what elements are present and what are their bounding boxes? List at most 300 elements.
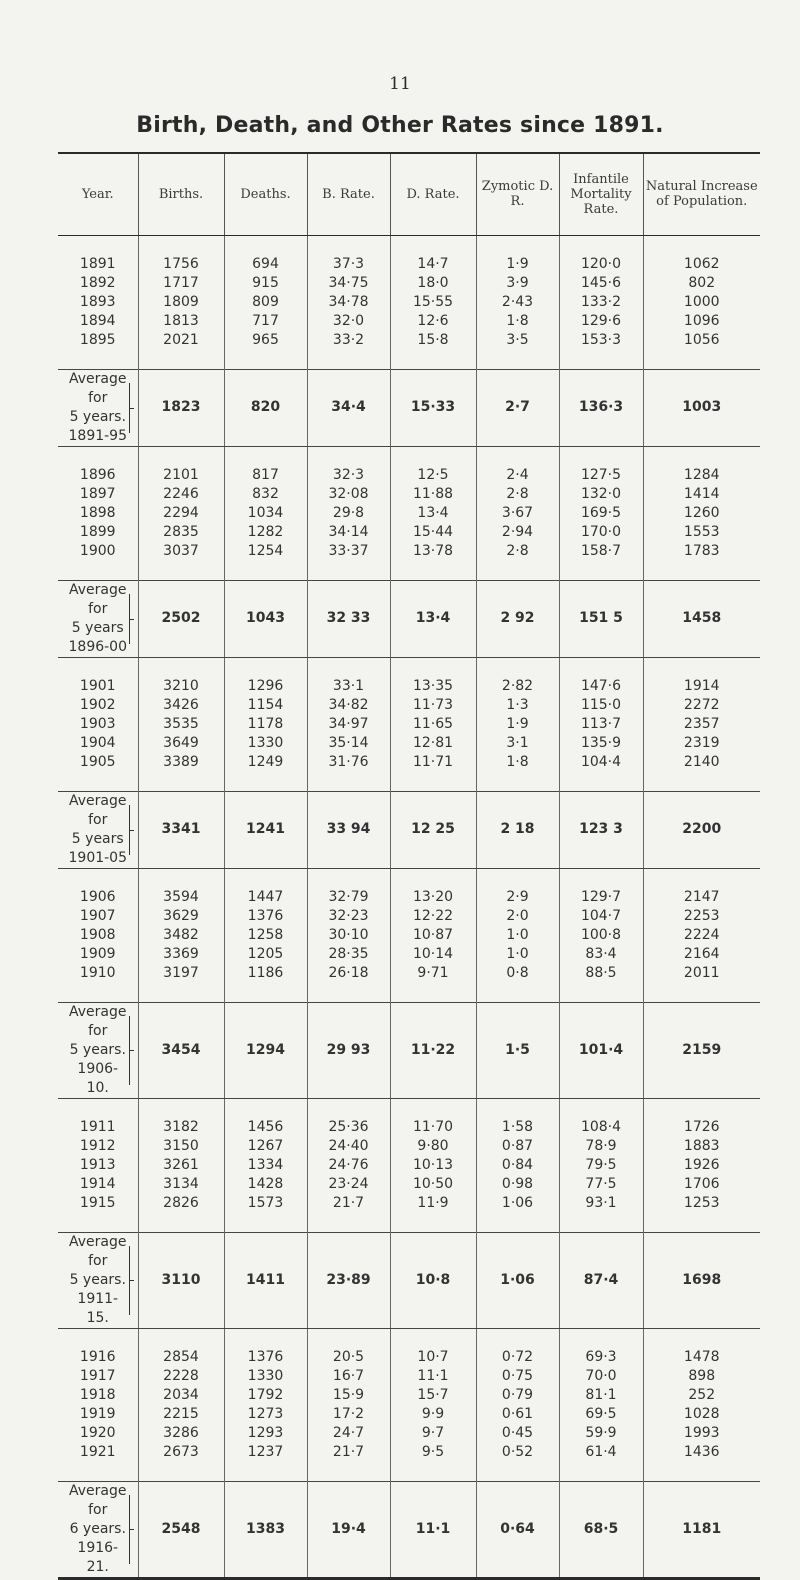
brace-icon [123, 594, 130, 644]
average-death-rate: 10·8 [390, 1232, 476, 1328]
cell-birth-rate: 16·7 [307, 1367, 390, 1386]
spacer-cell [224, 1462, 307, 1482]
average-deaths: 1411 [224, 1232, 307, 1328]
table-row [58, 1156, 760, 1175]
spacer-row [58, 983, 760, 1003]
spacer-cell [307, 868, 390, 888]
spacer-row [58, 446, 760, 466]
spacer-cell [390, 561, 476, 581]
cell-births: 2246 [138, 485, 224, 504]
cell-deaths: 1330 [224, 1367, 307, 1386]
average-label-line: for [88, 1022, 108, 1039]
header-natural-increase: Natural Increase of Population. [643, 153, 760, 235]
cell-birth-rate: 17·2 [307, 1405, 390, 1424]
cell-natural-increase: 1914 [643, 677, 760, 696]
cell-births: 3150 [138, 1137, 224, 1156]
cell-infantile-rate: 132·0 [559, 485, 643, 504]
spacer-cell [138, 1328, 224, 1348]
cell-infantile-rate: 113·7 [559, 715, 643, 734]
cell-zymotic-rate: 0·79 [476, 1386, 559, 1405]
cell-year: 1905 [79, 753, 116, 770]
cell-year: 1918 [79, 1386, 116, 1403]
table-row [58, 734, 760, 753]
spacer-cell [390, 983, 476, 1003]
cell-infantile-rate: 93·1 [559, 1194, 643, 1213]
cell-birth-rate: 34·14 [307, 523, 390, 542]
average-death-rate: 11·1 [390, 1481, 476, 1578]
spacer-cell [559, 983, 643, 1003]
table-row [58, 1175, 760, 1194]
table-row [58, 255, 760, 274]
brace-icon [123, 1246, 130, 1315]
cell-zymotic-rate: 1·8 [476, 312, 559, 331]
cell-zymotic-rate: 0·75 [476, 1367, 559, 1386]
cell-natural-increase: 1414 [643, 485, 760, 504]
average-label [58, 369, 138, 446]
table-row [58, 1194, 760, 1213]
cell-death-rate: 14·7 [390, 255, 476, 274]
average-label [58, 1481, 138, 1578]
spacer-cell [390, 235, 476, 255]
cell-year: 1909 [79, 945, 116, 962]
spacer-cell [58, 350, 138, 370]
header-zymotic-death-rate: Zymotic D. R. [476, 153, 559, 235]
average-births: 2548 [138, 1481, 224, 1578]
table-row [58, 274, 760, 293]
average-infantile-rate: 151 5 [559, 580, 643, 657]
cell-birth-rate: 34·97 [307, 715, 390, 734]
cell-zymotic-rate: 1·0 [476, 945, 559, 964]
spacer-cell [224, 772, 307, 792]
cell-natural-increase: 1926 [643, 1156, 760, 1175]
average-label-text [67, 1233, 129, 1328]
average-row [58, 1481, 760, 1578]
cell-natural-increase: 1028 [643, 1405, 760, 1424]
cell-birth-rate: 32·23 [307, 907, 390, 926]
spacer-cell [476, 561, 559, 581]
cell-birth-rate: 32·3 [307, 466, 390, 485]
spacer-cell [643, 1328, 760, 1348]
header-year: Year. [58, 153, 138, 235]
average-zymotic-rate: 1·06 [476, 1232, 559, 1328]
cell-infantile-rate: 69·5 [559, 1405, 643, 1424]
cell-births: 2228 [138, 1367, 224, 1386]
spacer-cell [138, 561, 224, 581]
cell-death-rate: 13·35 [390, 677, 476, 696]
spacer-row [58, 1098, 760, 1118]
cell-death-rate: 10·14 [390, 945, 476, 964]
table-row [58, 1137, 760, 1156]
cell-natural-increase: 252 [643, 1386, 760, 1405]
average-birth-rate: 23·89 [307, 1232, 390, 1328]
cell-infantile-rate: 78·9 [559, 1137, 643, 1156]
cell-natural-increase: 1783 [643, 542, 760, 561]
spacer-cell [307, 772, 390, 792]
cell-deaths: 1205 [224, 945, 307, 964]
spacer-cell [307, 350, 390, 370]
average-birth-rate: 33 94 [307, 791, 390, 868]
table-row [58, 1367, 760, 1386]
cell-zymotic-rate: 2·8 [476, 485, 559, 504]
average-label-text [67, 581, 129, 657]
cell-birth-rate: 32·0 [307, 312, 390, 331]
spacer-row [58, 1462, 760, 1482]
cell-births: 1717 [138, 274, 224, 293]
cell-death-rate: 10·13 [390, 1156, 476, 1175]
spacer-cell [476, 1328, 559, 1348]
table-row [58, 312, 760, 331]
cell-deaths: 1296 [224, 677, 307, 696]
spacer-cell [476, 446, 559, 466]
average-infantile-rate: 68·5 [559, 1481, 643, 1578]
spacer-row [58, 561, 760, 581]
spacer-cell [58, 1328, 138, 1348]
cell-death-rate: 10·87 [390, 926, 476, 945]
cell-deaths: 1254 [224, 542, 307, 561]
cell-zymotic-rate: 0·45 [476, 1424, 559, 1443]
table-row [58, 696, 760, 715]
spacer-cell [58, 772, 138, 792]
cell-deaths: 1330 [224, 734, 307, 753]
average-birth-rate: 19·4 [307, 1481, 390, 1578]
cell-deaths: 1237 [224, 1443, 307, 1462]
spacer-cell [559, 235, 643, 255]
spacer-cell [643, 657, 760, 677]
cell-births: 3037 [138, 542, 224, 561]
cell-infantile-rate: 104·4 [559, 753, 643, 772]
cell-death-rate: 15·8 [390, 331, 476, 350]
cell-natural-increase: 1253 [643, 1194, 760, 1213]
cell-infantile-rate: 169·5 [559, 504, 643, 523]
spacer-cell [390, 657, 476, 677]
cell-natural-increase: 2224 [643, 926, 760, 945]
spacer-cell [307, 1462, 390, 1482]
cell-deaths: 817 [224, 466, 307, 485]
spacer-cell [138, 446, 224, 466]
spacer-row [58, 772, 760, 792]
cell-year: 1893 [79, 293, 116, 310]
table-row [58, 753, 760, 772]
spacer-cell [559, 657, 643, 677]
cell-year: 1900 [79, 542, 116, 559]
cell-infantile-rate: 127·5 [559, 466, 643, 485]
cell-births: 2034 [138, 1386, 224, 1405]
cell-year: 1897 [79, 485, 116, 502]
average-natural-increase: 2200 [643, 791, 760, 868]
average-zymotic-rate: 2 18 [476, 791, 559, 868]
spacer-cell [476, 235, 559, 255]
average-natural-increase: 1181 [643, 1481, 760, 1578]
cell-deaths: 809 [224, 293, 307, 312]
table-row [58, 1424, 760, 1443]
spacer-cell [643, 561, 760, 581]
average-infantile-rate: 101·4 [559, 1002, 643, 1098]
cell-natural-increase: 2164 [643, 945, 760, 964]
average-label-line: 1901-05 [68, 849, 127, 866]
cell-births: 3629 [138, 907, 224, 926]
average-births: 2502 [138, 580, 224, 657]
average-infantile-rate: 87·4 [559, 1232, 643, 1328]
spacer-cell [643, 235, 760, 255]
cell-death-rate: 9·71 [390, 964, 476, 983]
spacer-cell [643, 772, 760, 792]
cell-deaths: 1792 [224, 1386, 307, 1405]
cell-birth-rate: 21·7 [307, 1194, 390, 1213]
cell-infantile-rate: 115·0 [559, 696, 643, 715]
cell-death-rate: 18·0 [390, 274, 476, 293]
cell-zymotic-rate: 3·5 [476, 331, 559, 350]
table-row [58, 677, 760, 696]
spacer-cell [643, 983, 760, 1003]
cell-deaths: 694 [224, 255, 307, 274]
header-infantile-mortality-rate: Infantile Mortality Rate. [559, 153, 643, 235]
average-births: 3454 [138, 1002, 224, 1098]
average-zymotic-rate: 0·64 [476, 1481, 559, 1578]
cell-year: 1913 [79, 1156, 116, 1173]
cell-natural-increase: 1056 [643, 331, 760, 350]
cell-year: 1921 [79, 1443, 116, 1460]
cell-infantile-rate: 81·1 [559, 1386, 643, 1405]
cell-births: 3482 [138, 926, 224, 945]
average-label-line: 5 years. [69, 1271, 126, 1288]
average-zymotic-rate: 2 92 [476, 580, 559, 657]
average-birth-rate: 29 93 [307, 1002, 390, 1098]
cell-natural-increase: 2357 [643, 715, 760, 734]
cell-births: 3369 [138, 945, 224, 964]
cell-death-rate: 11·71 [390, 753, 476, 772]
cell-natural-increase: 898 [643, 1367, 760, 1386]
cell-zymotic-rate: 1·8 [476, 753, 559, 772]
table-row [58, 542, 760, 561]
cell-year: 1914 [79, 1175, 116, 1192]
average-label-line: 1896-00 [68, 638, 127, 655]
cell-births: 2835 [138, 523, 224, 542]
spacer-cell [138, 983, 224, 1003]
average-label-text [67, 1003, 129, 1098]
cell-birth-rate: 20·5 [307, 1348, 390, 1367]
table-row [58, 331, 760, 350]
cell-births: 2215 [138, 1405, 224, 1424]
cell-death-rate: 13·78 [390, 542, 476, 561]
cell-births: 2021 [138, 331, 224, 350]
cell-birth-rate: 32·08 [307, 485, 390, 504]
table-row [58, 1443, 760, 1462]
spacer-cell [559, 350, 643, 370]
cell-natural-increase: 1553 [643, 523, 760, 542]
average-label-line: Average [69, 581, 127, 598]
cell-zymotic-rate: 0·72 [476, 1348, 559, 1367]
spacer-cell [476, 1462, 559, 1482]
average-label [58, 1232, 138, 1328]
table-row [58, 293, 760, 312]
average-death-rate: 13·4 [390, 580, 476, 657]
average-births: 3110 [138, 1232, 224, 1328]
cell-natural-increase: 1726 [643, 1118, 760, 1137]
cell-death-rate: 15·55 [390, 293, 476, 312]
cell-deaths: 1456 [224, 1118, 307, 1137]
average-label-line: for [88, 389, 108, 406]
table-row [58, 504, 760, 523]
spacer-cell [307, 1098, 390, 1118]
brace-icon [123, 805, 130, 855]
average-row [58, 1232, 760, 1328]
average-infantile-rate: 136·3 [559, 369, 643, 446]
cell-zymotic-rate: 3·67 [476, 504, 559, 523]
spacer-cell [559, 1213, 643, 1233]
cell-deaths: 832 [224, 485, 307, 504]
average-natural-increase: 1698 [643, 1232, 760, 1328]
spacer-cell [643, 350, 760, 370]
cell-natural-increase: 1993 [643, 1424, 760, 1443]
spacer-cell [307, 657, 390, 677]
spacer-cell [307, 1328, 390, 1348]
cell-death-rate: 11·70 [390, 1118, 476, 1137]
average-deaths: 1043 [224, 580, 307, 657]
spacer-cell [224, 561, 307, 581]
cell-deaths: 1186 [224, 964, 307, 983]
spacer-cell [224, 1098, 307, 1118]
cell-zymotic-rate: 0·98 [476, 1175, 559, 1194]
spacer-cell [138, 772, 224, 792]
cell-year: 1898 [79, 504, 116, 521]
cell-zymotic-rate: 2·0 [476, 907, 559, 926]
average-label-line: Average [69, 1233, 127, 1250]
spacer-cell [476, 1098, 559, 1118]
cell-birth-rate: 37·3 [307, 255, 390, 274]
cell-zymotic-rate: 1·9 [476, 715, 559, 734]
spacer-cell [224, 235, 307, 255]
cell-infantile-rate: 100·8 [559, 926, 643, 945]
average-birth-rate: 32 33 [307, 580, 390, 657]
cell-natural-increase: 802 [643, 274, 760, 293]
spacer-cell [476, 868, 559, 888]
cell-birth-rate: 34·75 [307, 274, 390, 293]
cell-infantile-rate: 108·4 [559, 1118, 643, 1137]
cell-year: 1919 [79, 1405, 116, 1422]
cell-infantile-rate: 133·2 [559, 293, 643, 312]
cell-deaths: 1258 [224, 926, 307, 945]
header-death-rate: D. Rate. [390, 153, 476, 235]
spacer-cell [476, 657, 559, 677]
cell-death-rate: 12·6 [390, 312, 476, 331]
cell-death-rate: 13·20 [390, 888, 476, 907]
spacer-row [58, 1213, 760, 1233]
cell-deaths: 1178 [224, 715, 307, 734]
cell-infantile-rate: 129·7 [559, 888, 643, 907]
cell-year: 1911 [79, 1118, 116, 1135]
cell-natural-increase: 2140 [643, 753, 760, 772]
cell-zymotic-rate: 1·58 [476, 1118, 559, 1137]
spacer-cell [390, 350, 476, 370]
cell-infantile-rate: 79·5 [559, 1156, 643, 1175]
cell-deaths: 915 [224, 274, 307, 293]
cell-deaths: 1573 [224, 1194, 307, 1213]
average-natural-increase: 2159 [643, 1002, 760, 1098]
average-natural-increase: 1458 [643, 580, 760, 657]
cell-year: 1904 [79, 734, 116, 751]
average-label-text [67, 370, 129, 446]
cell-death-rate: 10·7 [390, 1348, 476, 1367]
spacer-cell [224, 1328, 307, 1348]
cell-deaths: 1282 [224, 523, 307, 542]
cell-deaths: 1428 [224, 1175, 307, 1194]
cell-natural-increase: 1478 [643, 1348, 760, 1367]
average-label-line: for [88, 600, 108, 617]
table-row [58, 715, 760, 734]
brace-icon [123, 1016, 130, 1085]
cell-infantile-rate: 147·6 [559, 677, 643, 696]
spacer-cell [643, 1462, 760, 1482]
spacer-cell [390, 1098, 476, 1118]
spacer-cell [307, 561, 390, 581]
average-label-line: Average [69, 792, 127, 809]
cell-infantile-rate: 69·3 [559, 1348, 643, 1367]
average-deaths: 1241 [224, 791, 307, 868]
average-label-line: 5 years. [69, 1041, 126, 1058]
average-deaths: 1383 [224, 1481, 307, 1578]
average-death-rate: 15·33 [390, 369, 476, 446]
cell-infantile-rate: 59·9 [559, 1424, 643, 1443]
spacer-cell [643, 1098, 760, 1118]
spacer-cell [58, 1213, 138, 1233]
table-row [58, 1118, 760, 1137]
cell-natural-increase: 1284 [643, 466, 760, 485]
cell-natural-increase: 1883 [643, 1137, 760, 1156]
cell-infantile-rate: 145·6 [559, 274, 643, 293]
cell-birth-rate: 35·14 [307, 734, 390, 753]
cell-year: 1902 [79, 696, 116, 713]
average-zymotic-rate: 2·7 [476, 369, 559, 446]
cell-deaths: 1376 [224, 1348, 307, 1367]
header-deaths: Deaths. [224, 153, 307, 235]
cell-year: 1916 [79, 1348, 116, 1365]
cell-infantile-rate: 70·0 [559, 1367, 643, 1386]
page-number: 11 [389, 74, 411, 94]
cell-zymotic-rate: 1·0 [476, 926, 559, 945]
spacer-cell [307, 983, 390, 1003]
cell-birth-rate: 34·78 [307, 293, 390, 312]
cell-year: 1896 [79, 466, 116, 483]
cell-year: 1920 [79, 1424, 116, 1441]
cell-birth-rate: 24·40 [307, 1137, 390, 1156]
spacer-cell [138, 235, 224, 255]
spacer-cell [307, 235, 390, 255]
cell-year: 1917 [79, 1367, 116, 1384]
cell-death-rate: 11·88 [390, 485, 476, 504]
cell-births: 2673 [138, 1443, 224, 1462]
cell-deaths: 717 [224, 312, 307, 331]
cell-zymotic-rate: 3·1 [476, 734, 559, 753]
average-deaths: 820 [224, 369, 307, 446]
average-label-line: Average [69, 1482, 127, 1499]
cell-natural-increase: 1096 [643, 312, 760, 331]
cell-birth-rate: 26·18 [307, 964, 390, 983]
spacer-cell [224, 983, 307, 1003]
cell-death-rate: 11·9 [390, 1194, 476, 1213]
average-row [58, 791, 760, 868]
average-label-line: for [88, 1501, 108, 1518]
cell-death-rate: 9·9 [390, 1405, 476, 1424]
average-label-line: 6 years. [69, 1520, 126, 1537]
cell-deaths: 1447 [224, 888, 307, 907]
cell-zymotic-rate: 2·94 [476, 523, 559, 542]
cell-natural-increase: 2011 [643, 964, 760, 983]
cell-births: 3182 [138, 1118, 224, 1137]
table-row [58, 1348, 760, 1367]
average-birth-rate: 34·4 [307, 369, 390, 446]
average-label-line: Average [69, 1003, 127, 1020]
cell-births: 3286 [138, 1424, 224, 1443]
